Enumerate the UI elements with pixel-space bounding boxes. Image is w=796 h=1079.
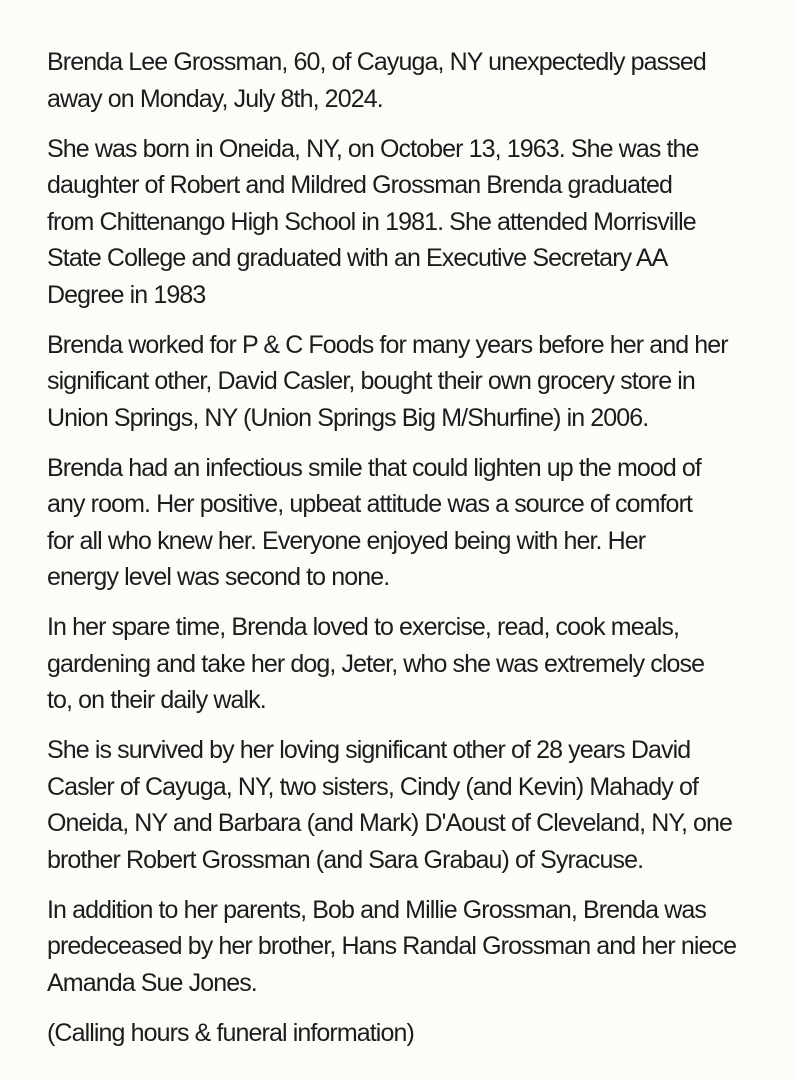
text-line: (Calling hours & funeral information) (47, 1018, 414, 1047)
text-line: daughter of Robert and Mildred Grossman Brenda graduated (47, 171, 673, 199)
text-line: Brenda worked for P & C Foods for many years before her and her (47, 330, 728, 359)
text-line: significant other, David Casler, bought their own grocery store in (47, 367, 695, 395)
text-line: State College and graduated with an Executive Secretary AA (47, 244, 668, 272)
obituary-paragraph (47, 327, 766, 437)
text-line: Amanda Sue Jones. (47, 968, 257, 997)
obituary-paragraph (47, 44, 766, 117)
obituary-paragraph (47, 131, 766, 314)
text-line: any room. Her positive, upbeat attitude was a source of comfort (47, 490, 693, 518)
text-line: from Chittenango High School in 1981. She attended Morrisville (47, 207, 696, 236)
text-line: Brenda had an infectious smile that could lighten up the mood of (47, 453, 701, 482)
obituary-paragraph (47, 609, 766, 719)
text-line: Oneida, NY and Barbara (and Mark) D'Aoust of Cleveland, NY, one (47, 809, 733, 837)
text-line: In her spare time, Brenda loved to exercise, read, cook meals, (47, 613, 680, 641)
obituary-paragraph (47, 732, 766, 878)
text-line: energy level was second to none. (47, 563, 390, 591)
obituary-body (47, 44, 766, 1051)
text-line: Casler of Cayuga, NY, two sisters, Cindy (and Kevin) Mahady of (47, 772, 698, 801)
text-line: Union Springs, NY (Union Springs Big M/Shurfine) in 2006. (47, 403, 649, 432)
text-line: for all who knew her. Everyone enjoyed being with her. Her (47, 526, 646, 555)
obituary-paragraph (47, 450, 766, 596)
obituary-paragraph (47, 1015, 766, 1052)
text-line: She is survived by her loving significant other of 28 years David (47, 736, 691, 764)
text-line: She was born in Oneida, NY, on October 13, 1963. She was the (47, 134, 699, 163)
text-line: to, on their daily walk. (47, 686, 266, 714)
text-line: away on Monday, July 8th, 2024. (47, 84, 383, 113)
text-line: Brenda Lee Grossman, 60, of Cayuga, NY unexpectedly passed (47, 48, 706, 76)
text-line: brother Robert Grossman (and Sara Grabau) of Syracuse. (47, 845, 644, 874)
text-line: gardening and take her dog, Jeter, who she was extremely close (47, 649, 705, 678)
obituary-paragraph (47, 892, 766, 1002)
text-line: Degree in 1983 (47, 280, 206, 309)
text-line: predeceased by her brother, Hans Randal Grossman and her niece (47, 932, 737, 960)
text-line: In addition to her parents, Bob and Millie Grossman, Brenda was (47, 895, 706, 924)
